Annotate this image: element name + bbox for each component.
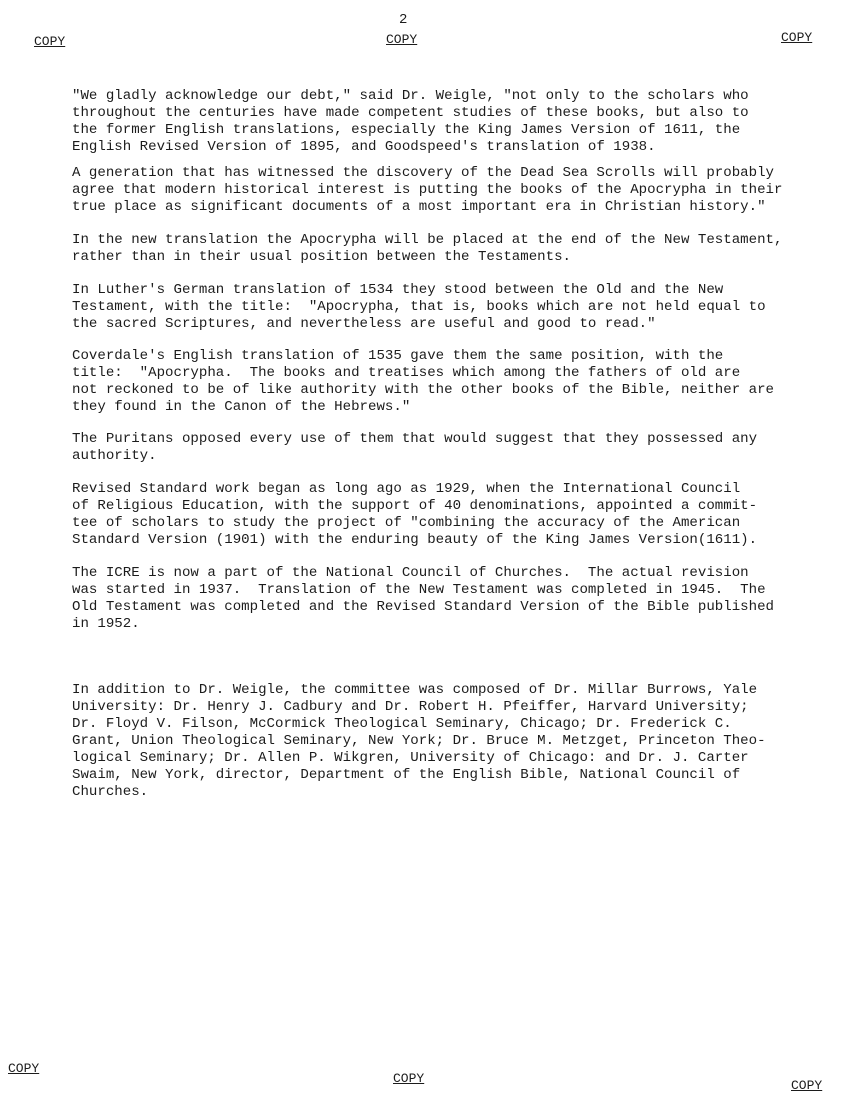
text-line: Churches. [72, 784, 149, 800]
text-line: In the new translation the Apocrypha will be placed at the end of the New Testament, [72, 232, 783, 248]
copy-mark-bottom-left: COPY [8, 1061, 40, 1076]
text-line: logical Seminary; Dr. Allen P. Wikgren, University of Chicago: and Dr. J. Carter [72, 750, 749, 766]
paragraph [72, 481, 757, 549]
text-line: true place as significant documents of a most important era in Christian history." [72, 199, 766, 215]
text-line: In Luther's German translation of 1534 they stood between the Old and the New [72, 282, 724, 298]
text-line: authority. [72, 448, 157, 464]
text-line: A generation that has witnessed the discovery of the Dead Sea Scrolls will probably [72, 165, 774, 181]
text-line: In addition to Dr. Weigle, the committee was composed of Dr. Millar Burrows, Yale [72, 682, 758, 698]
text-line: not reckoned to be of like authority with the other books of the Bible, neither are [72, 382, 774, 398]
text-line: Coverdale's English translation of 1535 gave them the same position, with the [72, 348, 724, 364]
paragraph [72, 165, 782, 216]
copy-mark-bottom-right: COPY [791, 1078, 823, 1093]
text-line: Testament, with the title: "Apocrypha, that is, books which are not held equal to [72, 299, 766, 315]
text-line: the sacred Scriptures, and nevertheless are useful and good to read." [72, 316, 656, 332]
text-line: The Puritans opposed every use of them that would suggest that they possessed any [72, 431, 758, 447]
text-line: The ICRE is now a part of the National Council of Churches. The actual revision [72, 565, 749, 581]
text-line: Revised Standard work began as long ago as 1929, when the International Council [72, 481, 741, 497]
paragraph [72, 232, 782, 266]
paragraph [72, 348, 774, 416]
text-line: of Religious Education, with the support of 40 denominations, appointed a commit- [72, 498, 758, 514]
paragraph [72, 682, 766, 801]
page-number: 2 [399, 12, 408, 28]
text-line: throughout the centuries have made competent studies of these books, but also to [72, 105, 749, 121]
text-line: the former English translations, especially the King James Version of 1611, the [72, 122, 741, 138]
paragraph [72, 565, 774, 633]
text-line: Dr. Floyd V. Filson, McCormick Theological Seminary, Chicago; Dr. Frederick C. [72, 716, 732, 732]
text-line: English Revised Version of 1895, and Goodspeed's translation of 1938. [72, 139, 656, 155]
paragraph [72, 282, 766, 333]
text-line: title: "Apocrypha. The books and treatises which among the fathers of old are [72, 365, 741, 381]
text-line: tee of scholars to study the project of "combining the accuracy of the American [72, 515, 741, 531]
text-line: Swaim, New York, director, Department of the English Bible, National Council of [72, 767, 741, 783]
text-line: agree that modern historical interest is putting the books of the Apocrypha in their [72, 182, 783, 198]
text-line: Old Testament was completed and the Revised Standard Version of the Bible published [72, 599, 774, 615]
copy-mark-top-left: COPY [34, 34, 66, 49]
text-line: was started in 1937. Translation of the New Testament was completed in 1945. The [72, 582, 766, 598]
text-line: University: Dr. Henry J. Cadbury and Dr. Robert H. Pfeiffer, Harvard University; [72, 699, 749, 715]
text-line: in 1952. [72, 616, 140, 632]
text-line: Grant, Union Theological Seminary, New York; Dr. Bruce M. Metzget, Princeton Theo- [72, 733, 766, 749]
paragraph [72, 431, 757, 465]
paragraph [72, 88, 749, 156]
copy-mark-top-center: COPY [386, 32, 418, 47]
text-line: they found in the Canon of the Hebrews." [72, 399, 411, 415]
text-line: rather than in their usual position between the Testaments. [72, 249, 571, 265]
copy-mark-top-right: COPY [781, 30, 813, 45]
text-line: Standard Version (1901) with the enduring beauty of the King James Version(1611). [72, 532, 758, 548]
copy-mark-bottom-center: COPY [393, 1071, 425, 1086]
text-line: "We gladly acknowledge our debt," said Dr. Weigle, "not only to the scholars who [72, 88, 749, 104]
